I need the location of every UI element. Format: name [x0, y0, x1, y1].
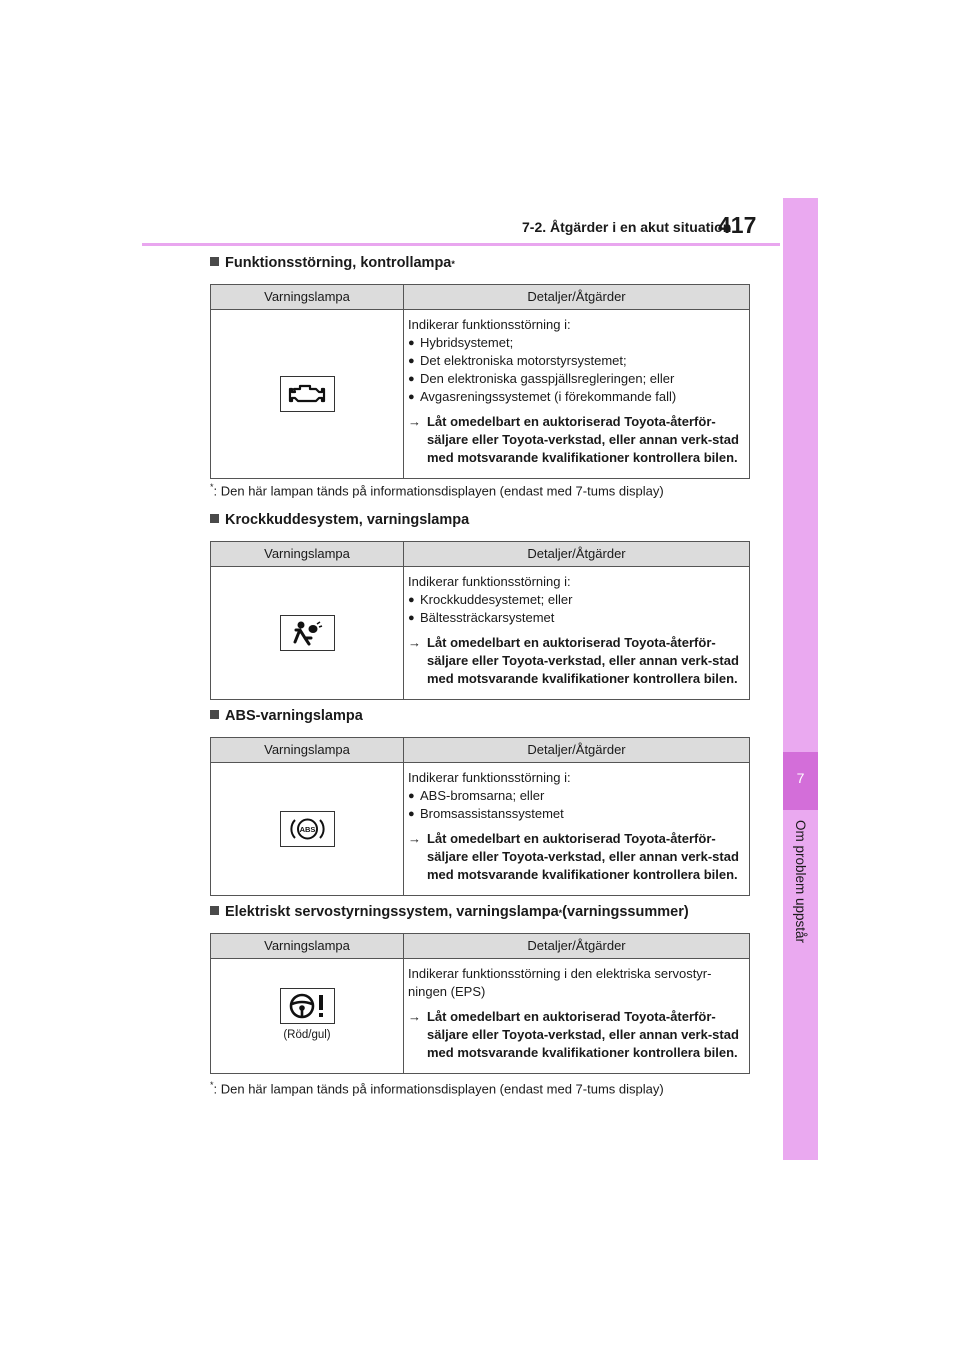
- section-heading-airbag: Krockkuddesystem, varningslampa: [210, 512, 469, 528]
- detail-list: [408, 591, 745, 627]
- footnote: *: Den här lampan tänds på informationsdisplayen (endast med 7-tums display): [210, 482, 664, 499]
- lamp-cell: [211, 567, 404, 700]
- list-item: ● Hybridsystemet;: [408, 334, 745, 352]
- list-item: ● Bromsassistanssystemet: [408, 805, 745, 823]
- list-item: ● Krockkuddesystemet; eller: [408, 591, 745, 609]
- details-cell: [404, 310, 750, 479]
- lamp-cell: [211, 959, 404, 1074]
- square-bullet-icon: [210, 514, 219, 523]
- section-heading-check-engine: Funktionsstörning, kontrollampa *: [210, 255, 455, 271]
- lamp-cell: [211, 310, 404, 479]
- column-header-lamp: Varningslampa: [211, 542, 404, 567]
- detail-list: [408, 334, 745, 406]
- abs-icon: [280, 811, 335, 847]
- detail-list: [408, 787, 745, 823]
- warning-table-abs: [210, 737, 750, 896]
- column-header-lamp: Varningslampa: [211, 934, 404, 959]
- section-header-title: 7-2. Åtgärder i en akut situation: [522, 219, 732, 235]
- steering-warning-icon: [280, 988, 335, 1024]
- chapter-label: Om problem uppstår: [793, 820, 808, 944]
- arrow-right-icon: →: [408, 1009, 421, 1024]
- list-item: ● Bältessträckarsystemet: [408, 609, 745, 627]
- list-item: ● Avgasreningssystemet (i förekommande fall): [408, 388, 745, 406]
- section-heading-abs: ABS-varningslampa: [210, 708, 363, 724]
- column-header-lamp: Varningslampa: [211, 285, 404, 310]
- warning-table-airbag: [210, 541, 750, 700]
- action-text: → Låt omedelbart en auktoriserad Toyota-återför-säljare eller Toyota-verkstad, eller annan verk-stad med motsvarande kvalifikationer kontrollera bilen.: [408, 414, 739, 465]
- column-header-details: Detaljer/Åtgärder: [404, 738, 750, 763]
- action-text: → Låt omedelbart en auktoriserad Toyota-återför-säljare eller Toyota-verkstad, eller annan verk-stad med motsvarande kvalifikationer kontrollera bilen.: [408, 831, 739, 882]
- icon-caption: (Röd/gul): [283, 1029, 331, 1041]
- details-cell: [404, 567, 750, 700]
- arrow-right-icon: →: [408, 414, 421, 429]
- square-bullet-icon: [210, 710, 219, 719]
- arrow-right-icon: →: [408, 831, 421, 846]
- lamp-cell: [211, 763, 404, 896]
- detail-intro: Indikerar funktionsstörning i:: [408, 317, 571, 332]
- detail-intro: Indikerar funktionsstörning i:: [408, 770, 571, 785]
- page-number: 417: [718, 212, 757, 238]
- square-bullet-icon: [210, 906, 219, 915]
- warning-table-eps: [210, 933, 750, 1074]
- detail-intro: Indikerar funktionsstörning i:: [408, 574, 571, 589]
- abs-label: ABS: [299, 825, 315, 834]
- detail-intro: Indikerar funktionsstörning i den elektriska servostyr-ningen (EPS): [408, 966, 712, 999]
- header-divider: [142, 243, 780, 246]
- arrow-right-icon: →: [408, 635, 421, 650]
- footnote: *: Den här lampan tänds på informationsdisplayen (endast med 7-tums display): [210, 1080, 664, 1097]
- chapter-side-tab: [783, 198, 818, 1160]
- airbag-icon: [280, 615, 335, 651]
- section-heading-eps: Elektriskt servostyrningssystem, varningslampa * (varningssummer): [210, 904, 689, 920]
- column-header-details: Detaljer/Åtgärder: [404, 934, 750, 959]
- list-item: ● Den elektroniska gasspjällsregleringen; eller: [408, 370, 745, 388]
- column-header-details: Detaljer/Åtgärder: [404, 542, 750, 567]
- details-cell: [404, 959, 750, 1074]
- chapter-number: 7: [796, 770, 805, 786]
- action-text: → Låt omedelbart en auktoriserad Toyota-återför-säljare eller Toyota-verkstad, eller annan verk-stad med motsvarande kvalifikationer kontrollera bilen.: [408, 1009, 739, 1060]
- column-header-details: Detaljer/Åtgärder: [404, 285, 750, 310]
- square-bullet-icon: [210, 257, 219, 266]
- column-header-lamp: Varningslampa: [211, 738, 404, 763]
- list-item: ● Det elektroniska motorstyrsystemet;: [408, 352, 745, 370]
- list-item: ● ABS-bromsarna; eller: [408, 787, 745, 805]
- action-text: → Låt omedelbart en auktoriserad Toyota-återför-säljare eller Toyota-verkstad, eller annan verk-stad med motsvarande kvalifikationer kontrollera bilen.: [408, 635, 739, 686]
- details-cell: [404, 763, 750, 896]
- check-engine-icon: [280, 376, 335, 412]
- warning-table-check-engine: [210, 284, 750, 479]
